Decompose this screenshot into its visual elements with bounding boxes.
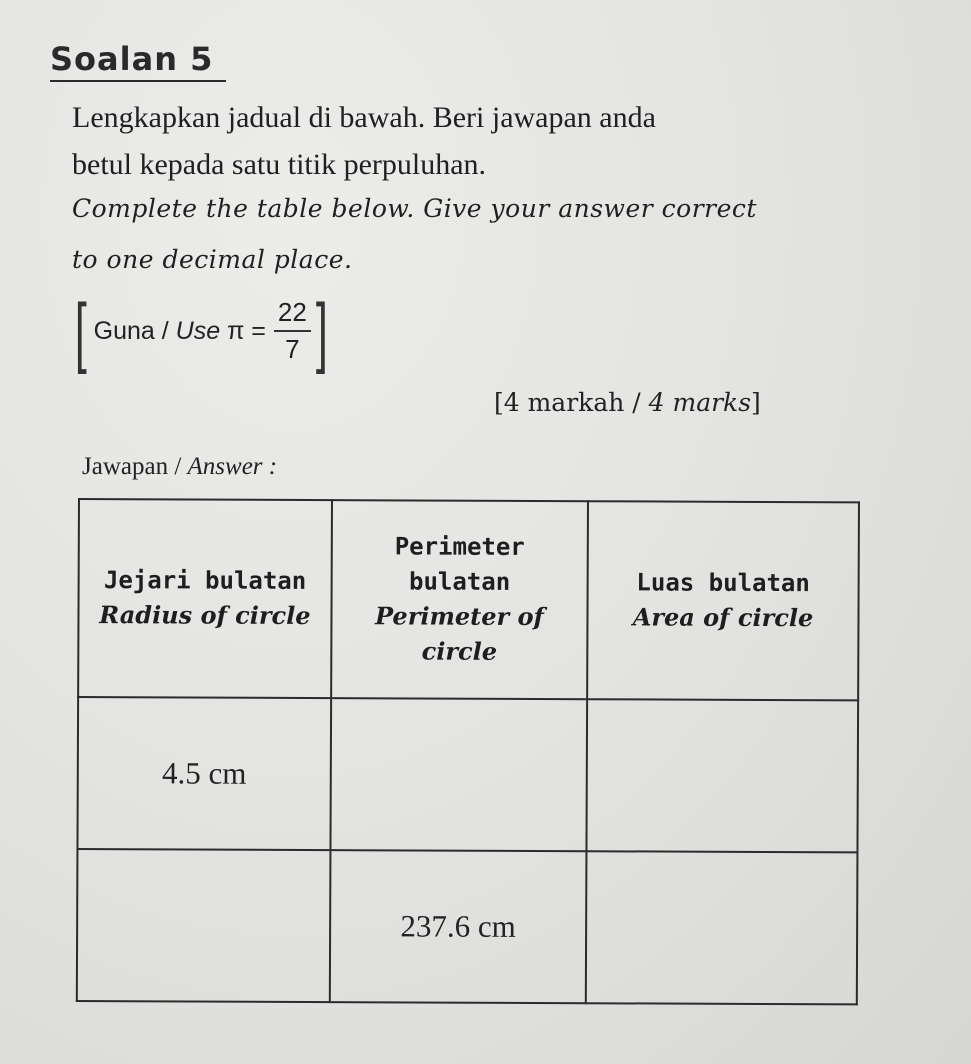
pi-note-label [94, 317, 266, 346]
cell-area-row-1[interactable] [587, 699, 859, 852]
answer-label-en: Answer : [187, 453, 278, 480]
instruction-bm-line-1: Lengkapkan jadual di bawah. Beri jawapan anda [72, 101, 656, 134]
left-bracket: [ [74, 287, 87, 375]
pi-numerator: 22 [274, 297, 311, 332]
heading-underline [50, 80, 226, 82]
header-area [587, 501, 859, 700]
right-bracket: ] [315, 287, 328, 375]
pi-note [70, 287, 332, 375]
marks-en: 4 marks [648, 388, 752, 417]
header-perimeter-bm: Perimeter bulatan [394, 532, 525, 597]
cell-area-row-2[interactable] [586, 851, 858, 1004]
instruction-en-line-2: to one decimal place. [72, 245, 353, 274]
header-radius-bm: Jejari bulatan [103, 566, 307, 596]
cell-perimeter-row-2: 237.6 cm [330, 850, 587, 1003]
header-area-bm: Luas bulatan [636, 568, 810, 598]
pi-denominator: 7 [285, 334, 300, 364]
cell-radius-row-1: 4.5 cm [77, 697, 331, 850]
pi-fraction [274, 297, 311, 365]
header-radius [78, 499, 332, 698]
marks-bm: [4 markah / [494, 388, 649, 417]
instruction-en-line-1: Complete the table below. Give your answer correct [72, 194, 757, 223]
header-perimeter-en: Perimeter of circle [375, 601, 544, 666]
answer-label-bm: Jawapan / [82, 453, 188, 480]
header-perimeter [331, 500, 588, 699]
cell-perimeter-row-1[interactable] [330, 698, 587, 851]
marks-allocation [494, 388, 761, 417]
table-row [77, 697, 858, 852]
answer-label [82, 453, 277, 481]
marks-close: ] [751, 388, 761, 417]
answer-table [76, 498, 860, 1005]
table-header-row [78, 499, 859, 700]
pi-label-en: Use [175, 316, 221, 345]
header-area-en: Area of circle [632, 602, 814, 633]
cell-radius-row-2[interactable] [77, 849, 331, 1002]
pi-formula-left: π = [227, 316, 266, 345]
table-row [77, 849, 858, 1004]
header-radius-en: Radius of circle [99, 600, 311, 631]
question-heading: Soalan 5 [50, 40, 214, 78]
pi-label-bm: Guna / [93, 316, 176, 345]
instruction-bm-line-2: betul kepada satu titik perpuluhan. [72, 148, 487, 181]
